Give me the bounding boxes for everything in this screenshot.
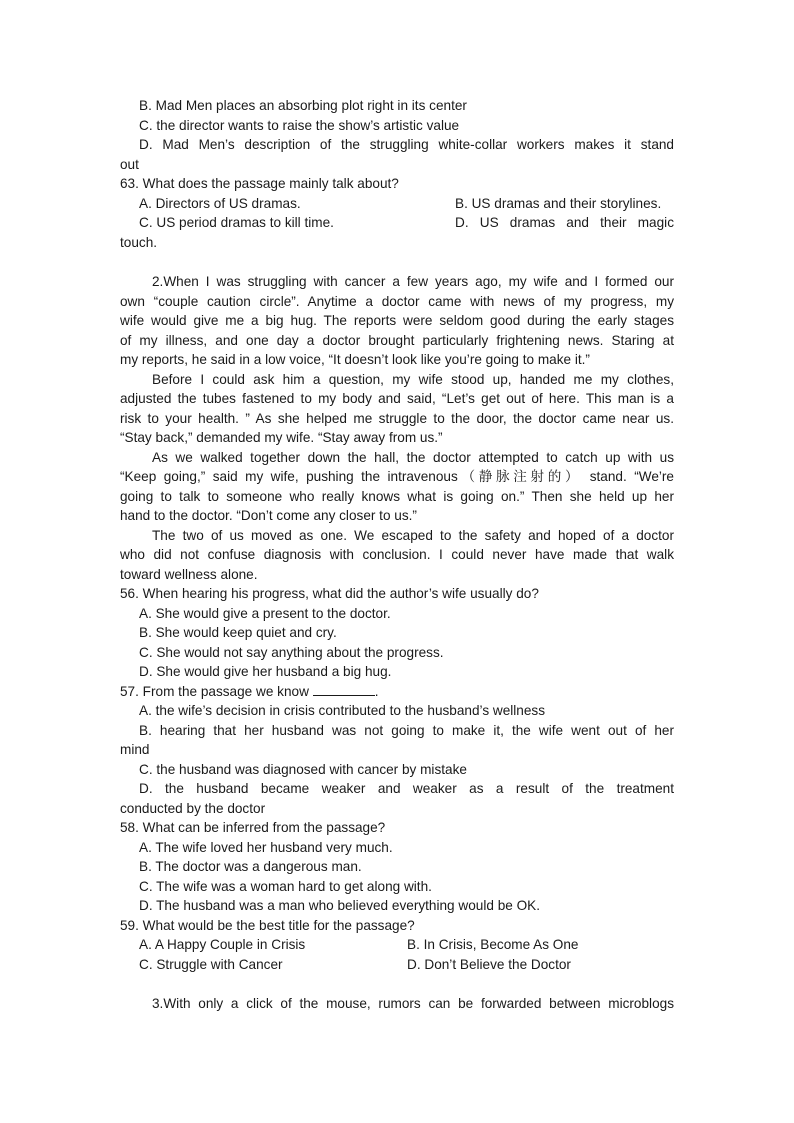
q59-option-b: B. In Crisis, Become As One <box>407 937 579 952</box>
passage2-line: Before I could ask him a question, my wife stood up, handed me my clothes, <box>152 371 674 387</box>
passage2-line: hand to the doctor. “Don’t come any closer to us.” <box>120 508 417 523</box>
q59-options-row1 <box>120 935 674 955</box>
q62-option-b: B. Mad Men places an absorbing plot right in its center <box>139 98 467 113</box>
q63-option-d-line1: D. US dramas and their magic <box>455 215 674 230</box>
q58-stem: 58. What can be inferred from the passage? <box>120 820 386 835</box>
passage2-line: own “couple caution circle”. Anytime a doctor came with news of my progress, my <box>120 293 674 309</box>
q63-option-b: B. US dramas and their storylines. <box>455 195 662 211</box>
q63-option-d-line2: touch. <box>120 234 158 250</box>
passage2-line: adjusted the tubes fastened to my body and said, “Let’s get out of here. This man is a <box>120 391 674 406</box>
q59-option-d: D. Don’t Believe the Doctor <box>407 956 571 972</box>
q58-option-d: D. The husband was a man who believed everything would be OK. <box>139 898 541 913</box>
q57-stem-end: . <box>374 683 379 699</box>
q56-option-a: A. She would give a present to the doctor. <box>139 605 391 621</box>
q59-option-a: A. A Happy Couple in Crisis <box>139 937 306 952</box>
passage2-line: “Keep going,” said my wife, pushing the intravenous（静脉注射的） stand. “We’re <box>120 469 674 484</box>
q57-option-a: A. the wife’s decision in crisis contributed to the husband’s wellness <box>139 703 546 718</box>
q57-option-c: C. the husband was diagnosed with cancer by mistake <box>139 761 467 777</box>
q56-stem: 56. When hearing his progress, what did the author’s wife usually do? <box>120 586 539 601</box>
answer-blank <box>313 682 375 696</box>
passage2-line: going to talk to someone who really knows what is going on.” Then she held up her <box>120 488 674 504</box>
q59-options-row2 <box>120 955 674 975</box>
q63-stem: 63. What does the passage mainly talk about? <box>120 176 399 191</box>
q63-options-row2 <box>120 213 674 233</box>
passage3-first-line: 3.With only a click of the mouse, rumors can be forwarded between microblogs <box>152 996 674 1011</box>
passage2-line: wife would give me a big hug. The reports were seldom good during the early stages <box>120 313 674 328</box>
q57-option-d-line2: conducted by the doctor <box>120 800 266 816</box>
q59-option-c: C. Struggle with Cancer <box>139 956 283 972</box>
passage2-line: “Stay back,” demanded my wife. “Stay away from us.” <box>120 430 443 445</box>
q56-option-c: C. She would not say anything about the progress. <box>139 644 444 660</box>
passage2-line: my reports, he said in a low voice, “It doesn’t look like you’re going to make it.” <box>120 352 590 367</box>
passage2-line: The two of us moved as one. We escaped to the safety and hoped of a doctor <box>152 527 674 543</box>
q62-option-d-line1: D. Mad Men’s description of the struggling white-collar workers makes it stand <box>139 137 674 152</box>
q62-option-d-line2: out <box>120 156 139 172</box>
passage2-line: who did not confuse diagnosis with conclusion. I could never have made that walk <box>120 547 674 562</box>
q63-option-c: C. US period dramas to kill time. <box>139 215 334 230</box>
q58-option-c: C. The wife was a woman hard to get along with. <box>139 878 432 894</box>
q56-option-b: B. She would keep quiet and cry. <box>139 625 337 640</box>
q63-options-row1 <box>120 194 674 214</box>
passage2-line: 2.When I was struggling with cancer a few years ago, my wife and I formed our <box>152 274 674 289</box>
q56-option-d: D. She would give her husband a big hug. <box>139 664 392 679</box>
q59-stem: 59. What would be the best title for the passage? <box>120 917 415 933</box>
q57-option-d-line1: D. the husband became weaker and weaker as a result of the treatment <box>139 781 674 796</box>
passage2-line: toward wellness alone. <box>120 566 258 582</box>
exam-page <box>120 96 674 1014</box>
q57-stem-text: 57. From the passage we know <box>120 683 309 699</box>
q57-option-b-line1: B. hearing that her husband was not going to make it, the wife went out of her <box>139 722 674 738</box>
q62-option-c: C. the director wants to raise the show’s artistic value <box>139 117 460 133</box>
passage2-line: As we walked together down the hall, the doctor attempted to catch up with us <box>152 449 674 465</box>
passage2-line: risk to your health. ” As she helped me struggle to the door, the doctor came near us. <box>120 410 674 426</box>
q57-stem <box>120 682 674 702</box>
passage2-line: of my illness, and one day a doctor brought particularly frightening news. Staring at <box>120 332 674 348</box>
q57-option-b-line2: mind <box>120 742 150 757</box>
q63-option-a: A. Directors of US dramas. <box>139 195 301 211</box>
q58-option-a: A. The wife loved her husband very much. <box>139 839 393 855</box>
q58-option-b: B. The doctor was a dangerous man. <box>139 859 362 874</box>
